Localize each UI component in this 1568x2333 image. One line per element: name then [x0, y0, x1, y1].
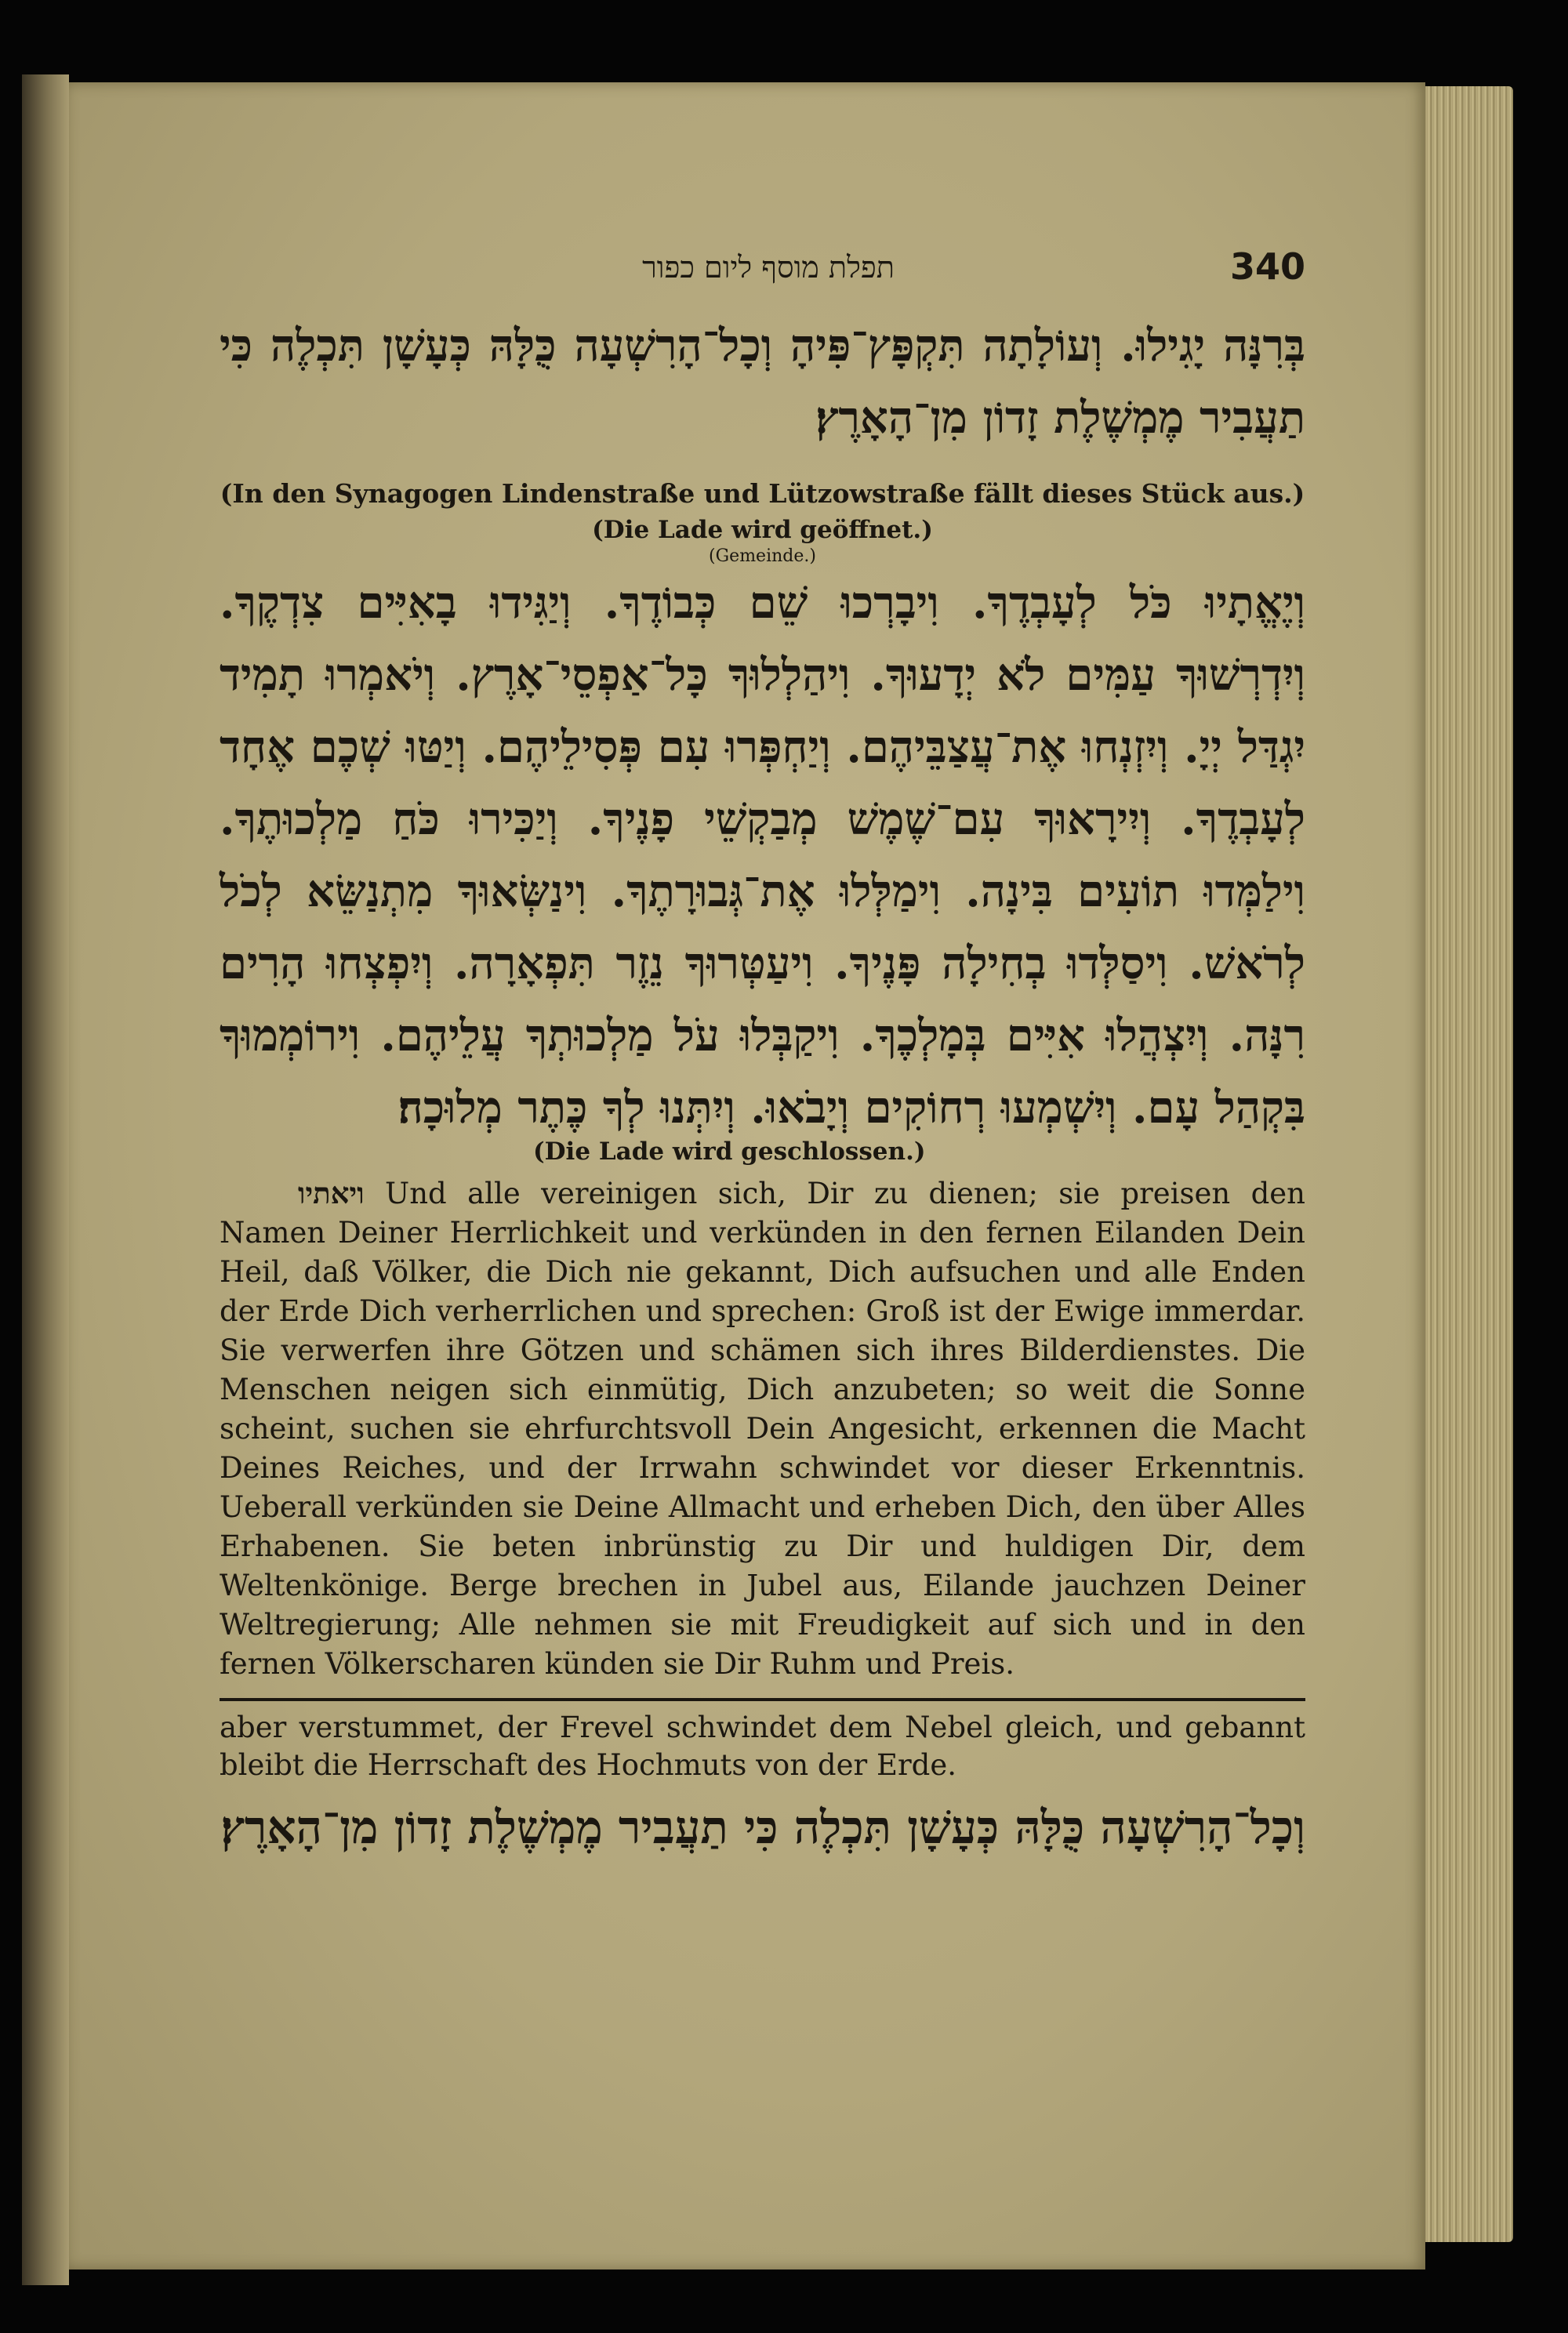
omission-note: (In den Synagogen Lindenstraße und Lützowstraße fällt dieses Stück aus.): [220, 478, 1305, 509]
hebrew-top-passage: בְּרִנָּה יָגִילוּ. וְעוֹלָתָה תִּקְפָּץ־פִּיהָ וְכָל־הָרִשְׁעָה כֻּלָּהּ כְּעָשָׁן תִּכְלֶה כִּי תַעֲבִיר מֶמְשֶׁלֶת זָדוֹן מִן־הָאָרֶץ׃: [220, 320, 1305, 444]
page-content: [220, 239, 1305, 1863]
hebrew-main-passage: וְיֶאֱתָיוּ כֹּל לְעָבְדֶךָ. וִיבָרְכוּ שֵׁם כְּבוֹדֶךָ. וְיַגִּידוּ בָאִיִּים צִדְקֶךָ. וְיִדְרְשׁוּךָ עַמִּים לֹא יְדָעוּךָ. וִיהַלְלוּךָ כָּל־אַפְסֵי־אָרֶץ. וְיֹאמְרוּ תָמִיד יִגְדַּל יְיָ. וְיִזְנְחוּ אֶת־עֲצַבֵּיהֶם. וְיַחְפְּרוּ עִם פְּסִילֵיהֶם. וְיַטּוּ שְׁכֶם אֶחָד לְעָבְדֶךָ. וְיִירָאוּךָ עִם־שֶׁמֶשׁ מְבַקְשֵׁי פָנֶיךָ. וְיַכִּירוּ כֹּחַ מַלְכוּתֶךָ. וִילַמְּדוּ תוֹעִים בִּינָה. וִימַלְּלוּ אֶת־גְּבוּרָתֶךָ. וִינַשְּׂאוּךָ מִתְנַשֵּׂא לְכֹל לְרֹאשׁ. וִיסַלְּדוּ בְחִילָה פָּנֶיךָ. וִיעַטְּרוּךָ נֵזֶר תִּפְאָרָה. וְיִפְצְחוּ הָרִים רִנָּה. וְיִצְהֲלוּ אִיִּים בְּמָלְכֶךָ. וִיקַבְּלוּ עֹל מַלְכוּתְךָ עֲלֵיהֶם. וִירוֹמְמוּךָ בִּקְהַל עָם. וְיִשְׁמְעוּ רְחוֹקִים וְיָבֹאוּ. וְיִתְּנוּ לְךָ כֶּתֶר מְלוּכָה׃: [220, 577, 1305, 1134]
german-text: Und alle vereinigen sich, Dir zu dienen; sie preisen den Namen Deiner Herrlichkeit und verkünden in den fernen Eilanden Dein Heil, daß Völker, die Dich nie gekannt, Dich aufsuchen und alle Enden der Erde Dich verherrlichen und sprechen: Groß ist der Ewige immerdar. Sie verwerfen ihre Götzen und schämen sich ihres Bilderdienstes. Die Menschen neigen sich einmütig, Dich anzubeten; so weit die Sonne scheint, suchen sie ehrfurchtsvoll Dein Angesicht, erkennen die Macht Deines Reiches, und der Irrwahn schwindet vor dieser Erkenntnis. Ueberall verkünden sie Deine Allmacht und erheben Dich, den über Alles Erhabenen. Sie beten inbrünstig zu Dir und huldigen Dir, dem Weltenkönige. Berge brechen in Jubel aus, Eilande jauchzen Deiner Weltregierung; Alle nehmen sie mit Freudigkeit auf sich und in den fernen Völkerscharen künden sie Dir Ruhm und Preis.: [220, 1177, 1305, 1681]
page-header: [220, 239, 1305, 302]
ark-open-note: (Die Lade wird geöffnet.): [592, 516, 933, 544]
congregation-note: (Gemeinde.): [709, 546, 816, 566]
footnote-german: aber verstummet, der Frevel schwindet dem Nebel gleich, und gebannt bleibt die Herrschaft des Hochmuts von der Erde.: [220, 1711, 1305, 1782]
page-number: 340: [1229, 245, 1305, 288]
german-translation: [220, 1174, 1305, 1684]
footnote-rule: [220, 1698, 1305, 1701]
running-head: תפלת מוסף ליום כפור: [642, 250, 895, 285]
book-left-edge: [22, 74, 69, 2285]
ark-closed-note: (Die Lade wird geschlossen.): [533, 1137, 926, 1166]
footnote-hebrew: וְכָל־הָרִשְׁעָה כֻּלָּהּ כְּעָשָׁן תִּכְלֶה כִּי תַעֲבִיר מֶמְשֶׁלֶת זָדוֹן מִן־הָאָרֶץ׃: [220, 1801, 1305, 1854]
german-lead-word: ויאתיו: [298, 1176, 365, 1210]
book-page: [69, 82, 1425, 2270]
